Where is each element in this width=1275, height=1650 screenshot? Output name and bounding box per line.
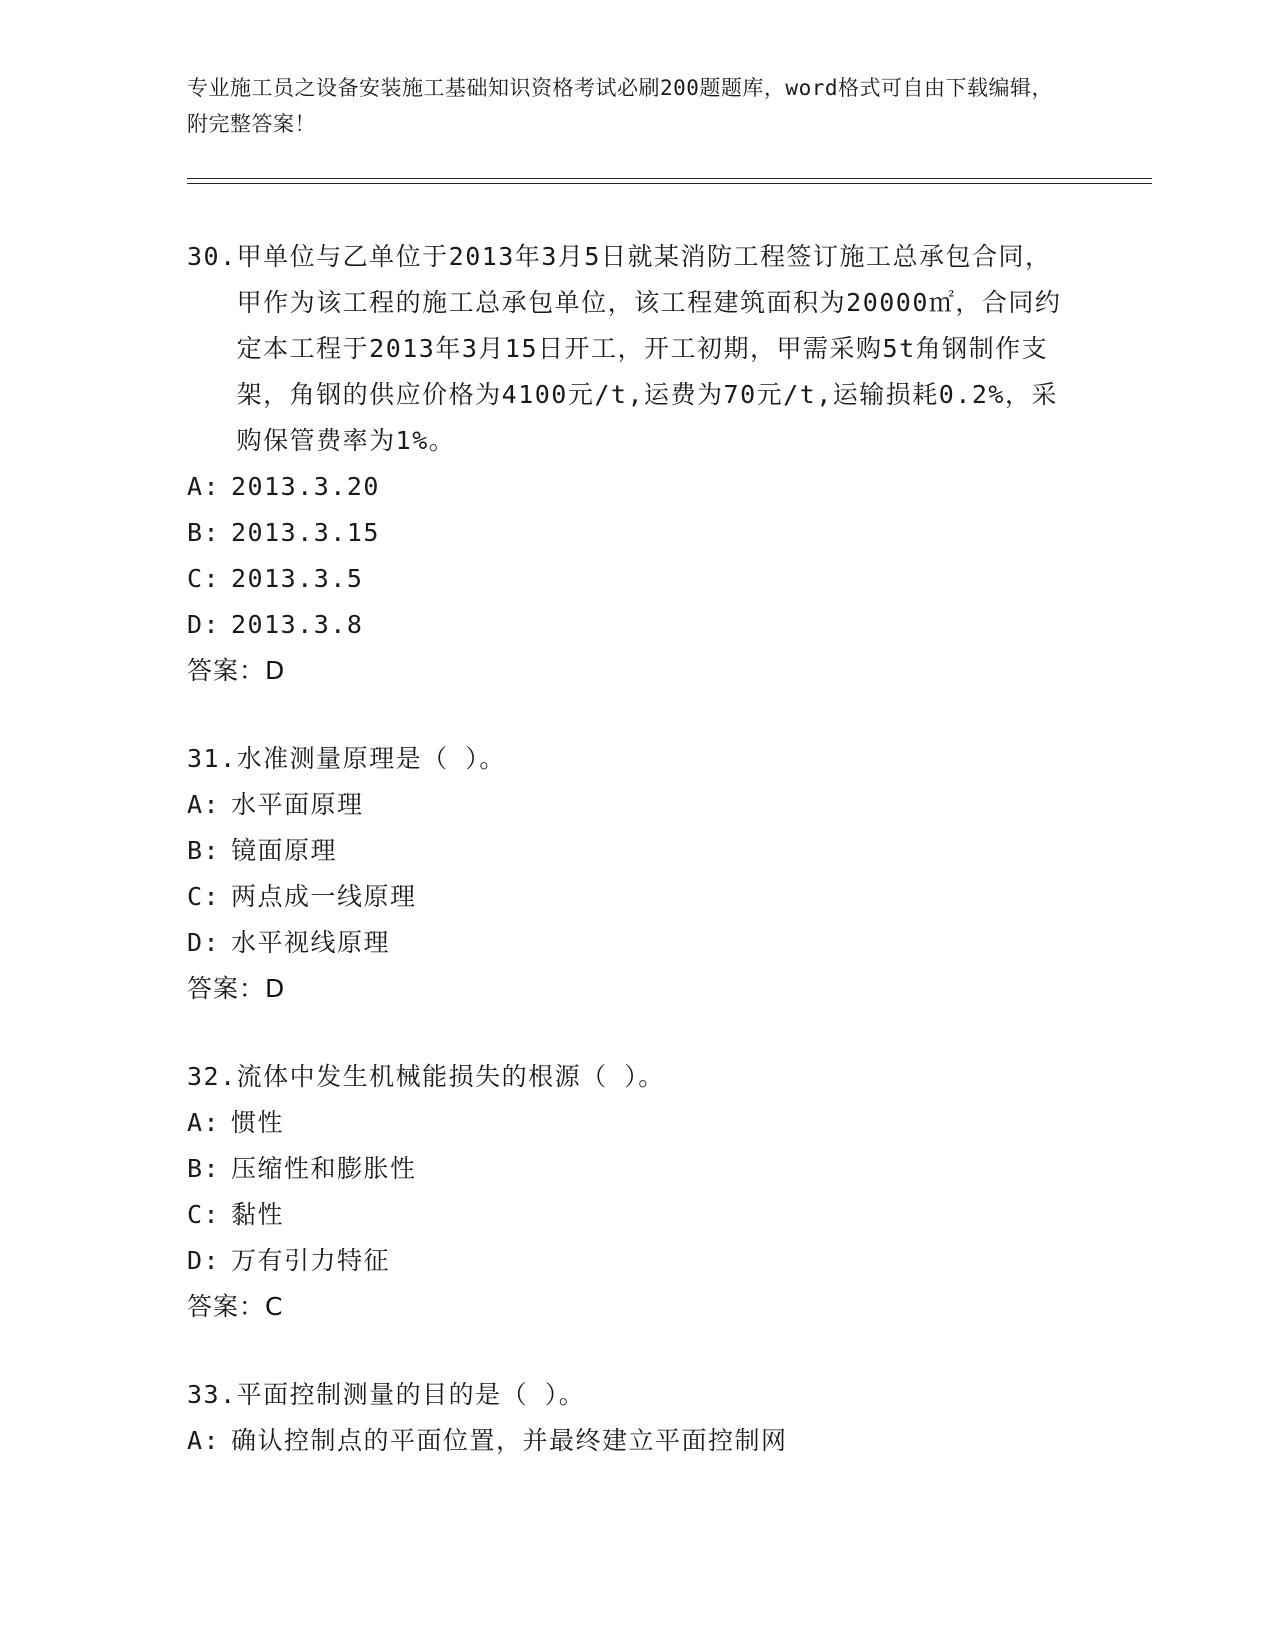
option-text: 2013.3.20 [231,472,380,501]
question-stem [187,234,1067,464]
answer-option [187,464,1152,510]
answer-option [187,920,1152,966]
option-text: 万有引力特征 [231,1246,391,1275]
option-text: 惯性 [231,1108,285,1137]
answer-option [187,1238,1152,1284]
option-letter: A: [187,1108,221,1137]
option-text: 镜面原理 [231,836,338,865]
question-block [187,736,1152,1012]
question-number: 30. [187,242,237,271]
option-letter: D: [187,610,221,639]
question-text: 流体中发生机械能损失的根源（ ）。 [236,1062,665,1091]
question-block [187,1054,1152,1330]
question-number: 33. [187,1380,237,1409]
question-text: 平面控制测量的目的是（ ）。 [236,1380,586,1409]
option-text: 黏性 [231,1200,285,1229]
option-letter: D: [187,1246,221,1275]
option-text: 压缩性和膨胀性 [231,1154,417,1183]
document-page [187,70,1152,1464]
answer-option [187,510,1152,556]
header-divider-top [187,178,1152,179]
question-number: 31. [187,744,237,773]
question-block [187,1372,1152,1464]
answer-option [187,556,1152,602]
answer-key: 答案：D [187,656,286,685]
answer-option [187,602,1152,648]
option-letter: C: [187,1200,221,1229]
answer-option [187,828,1152,874]
option-letter: B: [187,1154,221,1183]
answer-option [187,1100,1152,1146]
option-letter: A: [187,790,221,819]
question-block [187,234,1152,694]
option-letter: A: [187,472,221,501]
option-letter: B: [187,518,221,547]
question-text: 甲单位与乙单位于2013年3月5日就某消防工程签订施工总承包合同，甲作为该工程的施工总承包单位，该工程建筑面积为20000㎡，合同约定本工程于2013年3月15日开工，开工初期，甲需采购5t角钢制作支架，角钢的供应价格为4100元/t,运费为70元/t,运输损耗0.2%，采购保管费率为1%。 [236,242,1062,455]
answer-option [187,782,1152,828]
question-stem [187,1372,1067,1418]
option-text: 2013.3.5 [231,564,364,593]
answer-option [187,1146,1152,1192]
option-letter: B: [187,836,221,865]
question-number: 32. [187,1062,237,1091]
option-letter: A: [187,1426,221,1455]
option-letter: C: [187,564,221,593]
answer-option [187,1418,1152,1464]
option-text: 水平视线原理 [231,928,391,957]
question-list [187,234,1152,1464]
option-text: 两点成一线原理 [231,882,417,911]
answer-key: 答案：C [187,1292,284,1321]
answer-option [187,1192,1152,1238]
answer-option [187,874,1152,920]
answer-key: 答案：D [187,974,286,1003]
question-stem [187,736,1067,782]
option-text: 2013.3.15 [231,518,380,547]
question-stem [187,1054,1067,1100]
option-text: 2013.3.8 [231,610,364,639]
question-text: 水准测量原理是（ ）。 [236,744,506,773]
option-text: 水平面原理 [231,790,364,819]
header-divider-bottom [187,183,1152,184]
option-text: 确认控制点的平面位置，并最终建立平面控制网 [231,1426,788,1455]
option-letter: C: [187,882,221,911]
option-letter: D: [187,928,221,957]
document-header: 专业施工员之设备安装施工基础知识资格考试必刷200题题库，word格式可自由下载编辑，附完整答案！ [187,76,1053,136]
